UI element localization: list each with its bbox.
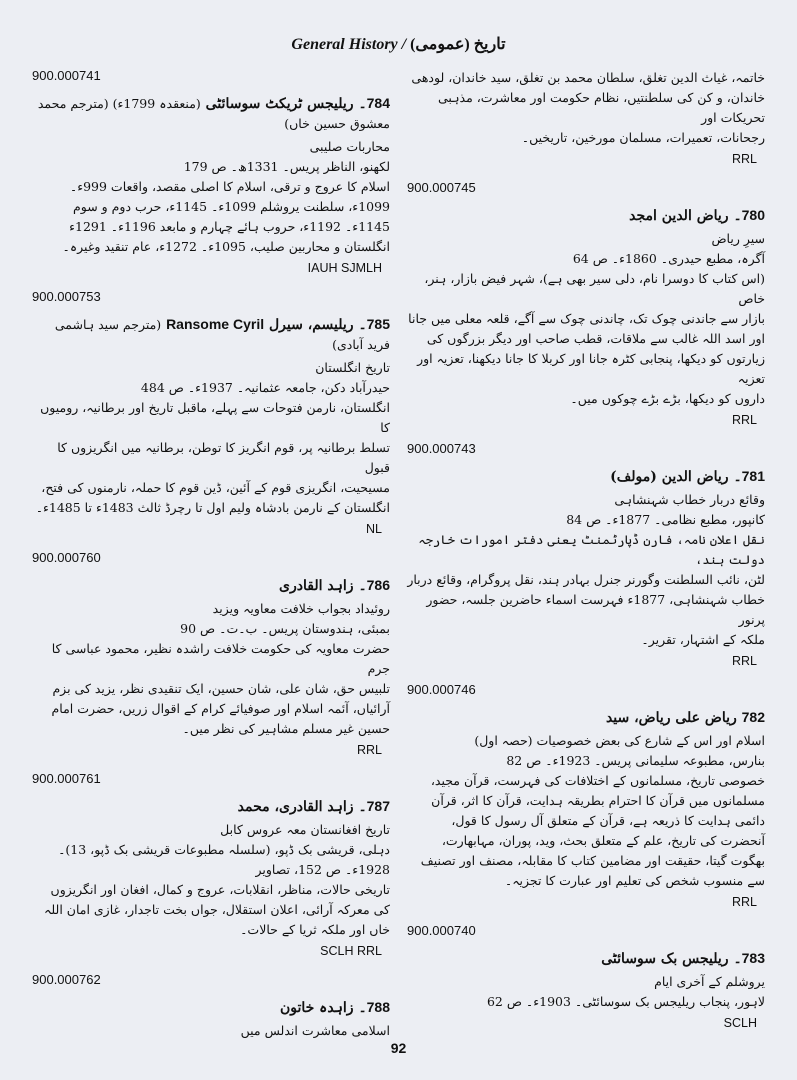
entry-contents: سے منسوب شخص کی تعلیم اور عبارت کا تجزیہ۔ xyxy=(504,873,765,888)
header-urdu: تاریخ (عمومی) xyxy=(410,36,506,53)
entry-contents: زیارتوں کو دیکھا، پنجابی کٹرہ جانا اور کربلا کا جانا دیکھنا، تعزیہ اور تعزیہ xyxy=(417,351,765,386)
entry-imprint: 1928ء۔ ص 152، تصاویر xyxy=(255,862,390,877)
catalog-number: 900.000760 xyxy=(32,550,101,565)
entry-title: اسلامی معاشرت اندلس میں xyxy=(240,1023,390,1038)
library-code: RRL xyxy=(731,895,757,909)
entry-author: ریلیجس بک سوسائٹی xyxy=(601,951,729,967)
catalog-entry xyxy=(405,923,765,1030)
entry-imprint: حیدرآباد دکن، جامعہ عثمانیہ۔ 1937ء۔ ص 484 xyxy=(140,380,390,395)
entry-heading xyxy=(30,997,390,1018)
library-code: RRL xyxy=(731,654,757,668)
entry-imprint: لکھنو، الناظر پریس۔ 1331ھ۔ ص 179 xyxy=(183,159,390,174)
entry-title: اسلام اور اس کے شارع کی بعض خصوصیات (حصہ اول) xyxy=(474,733,765,748)
entry-author: ریاض الدین امجد xyxy=(629,208,729,224)
entry-author: ریاض علی ریاض، سید xyxy=(605,710,737,726)
entry-contents: تاریخی حالات، مناظر، انقلابات، عروج و کمال، افغان اور انگریزوں xyxy=(50,882,390,897)
entry-contents: مسیحیت، انگریزی قوم کے آئین، ڈین قوم کا حملہ، نارمنوں کی فتح، xyxy=(41,480,390,495)
entry-heading xyxy=(405,205,765,226)
catalog-entry xyxy=(405,682,765,909)
entry-contents: 1099ء، سلطنت یروشلم 1099ء۔ 1145ء، حرب دوم و سوم xyxy=(73,199,390,214)
entry-contents: اسلام کا عروج و ترقی، اسلام کا اصلی مقصد، واقعات 999ء۔ xyxy=(69,179,390,194)
entry-author-english: Ransome Cyril xyxy=(166,316,265,332)
entry-title: تاریخ افغانستان معہ عروس کابل xyxy=(220,822,390,837)
entry-heading xyxy=(30,575,390,596)
entry-contents: نقل اعلان نامہ، فارن ڈپارٹمنٹ یعنی دفتر امورات خارجہ دولت ہند، xyxy=(418,532,765,567)
catalog-number: 900.000761 xyxy=(32,771,101,786)
catalog-number: 900.000740 xyxy=(407,923,476,938)
entry-number: 788۔ xyxy=(358,999,390,1015)
entry-contents: (اس کتاب کا دوسرا نام، دلی سیر بھی ہے)، شہر فیض بازار، ہنر، خاص xyxy=(424,271,765,306)
entry-heading xyxy=(405,948,765,969)
entry-number: 786۔ xyxy=(358,577,390,593)
entry-title: یروشلم کے آخری ایام xyxy=(654,974,765,989)
library-code: SCLH RRL xyxy=(320,944,382,958)
library-code: RRL xyxy=(731,413,757,427)
entry-number: 787۔ xyxy=(358,798,390,814)
entry-author: زاہدہ خاتون xyxy=(279,1000,354,1016)
entry-contents: داروں کو دیکھا، بڑے بڑے چوکوں میں۔ xyxy=(570,391,765,406)
entry-number: 780۔ xyxy=(733,207,765,223)
entry-contents: تسلط برطانیہ پر، قوم انگریز کا توطن، برطانیہ میں انگریزوں کا قبول xyxy=(57,440,390,475)
entry-title: روئیداد بجواب خلافت معاویہ ویزید xyxy=(212,601,390,616)
library-code: IAUH SJMLH xyxy=(307,261,382,275)
entry-contents: خصوصی تاریخ، مسلمانوں کے اختلافات کی فہرست، قرآن مجید، xyxy=(430,773,765,788)
entry-imprint: آگرہ، مطبع حیدری۔ 1860ء۔ ص 64 xyxy=(572,251,765,266)
catalog-number: 900.000741 xyxy=(32,68,101,83)
entry-imprint: لاہور، پنجاب ریلیجس بک سوسائٹی۔ 1903ء۔ ص 62 xyxy=(486,994,765,1009)
entry-title: تاریخ انگلستان xyxy=(315,360,390,375)
catalog-number: 900.000743 xyxy=(407,441,476,456)
catalog-entry xyxy=(30,289,390,536)
header-english: General History / xyxy=(291,36,407,53)
entry-contents: خاں اور ملکہ ثریا کے حالات۔ xyxy=(240,922,390,937)
entry-author: ریاض الدین (مولف) xyxy=(610,469,729,485)
catalog-number: 900.000762 xyxy=(32,972,101,987)
catalog-entry xyxy=(30,68,390,275)
entry-contents: خاندان، و کن کی سلطنتیں، نظام حکومت اور معاشرت، مذہبی تحریکات اور xyxy=(438,90,765,125)
entry-imprint: دہلی، قریشی بک ڈپو، (سلسلہ مطبوعات قریشی بک ڈپو، 13)۔ xyxy=(58,842,390,857)
entry-number: 781۔ xyxy=(733,468,765,484)
page-number: 92 xyxy=(390,1040,407,1056)
right-column xyxy=(405,68,765,1044)
entry-author-note: (مترجم سید ہاشمی فرید آبادی) xyxy=(54,317,390,352)
entry-author-note: (منعقدہ 1799ء) (مترجم محمد معشوق حسین خاں) xyxy=(37,96,390,131)
entry-author: زاہد القادری xyxy=(279,578,354,594)
entry-contents: بازار سے جاندنی چوک تک، چاندنی چوک سے آگے، قلعہ معلی میں جانا xyxy=(408,311,765,326)
entry-heading xyxy=(405,707,765,728)
entry-contents: حضرت معاویہ کی حکومت خلافت راشدہ نظیر، محمود عباسی کا جرم xyxy=(51,641,390,676)
entry-imprint: بنارس، مطبوعہ سلیمانی پریس۔ 1923ء۔ ص 82 xyxy=(506,753,765,768)
entry-heading xyxy=(405,466,765,487)
entry-number: 784۔ xyxy=(358,95,390,111)
catalog-number: 900.000746 xyxy=(407,682,476,697)
continuation-entry xyxy=(405,68,765,166)
entry-imprint: کانپور، مطبع نظامی۔ 1877ء۔ ص 84 xyxy=(566,512,765,527)
entry-contents: انگلستان کے نارمن بادشاہ ولیم اول تا رچرڈ ثالث 1483ء تا 1485ء۔ xyxy=(35,500,390,515)
entry-contents: خطاب شہنشاہی، 1877ء فہرست اسماء حاضرین جلسہ، حضور پرنور xyxy=(426,592,765,627)
library-code: RRL xyxy=(731,152,757,166)
catalog-number: 900.000745 xyxy=(407,180,476,195)
entry-contents: رجحانات، تعمیرات، مسلمان مورخین، تاریخیں۔ xyxy=(521,130,765,145)
entry-title: محاربات صلیبی xyxy=(309,139,390,154)
left-column xyxy=(30,68,390,1055)
entry-contents: خاتمہ، غیاث الدین تغلق، سلطان محمد بن تغلق، سید خاندان، لودھی xyxy=(411,70,765,85)
entry-number: 783۔ xyxy=(733,950,765,966)
entry-heading xyxy=(30,314,390,355)
entry-author: زاہد القادری، محمد xyxy=(237,799,354,815)
entry-author: ریلیسم، سیرل xyxy=(268,317,354,333)
entry-contents: حسین غیر مسلم مشاہیر کی نظر میں۔ xyxy=(182,721,390,736)
entry-contents: کی معرکہ آرائی، اعلان استقلال، جواں بخت تاجدار، غازی امان اللہ xyxy=(44,902,390,917)
catalog-number: 900.000753 xyxy=(32,289,101,304)
library-code: SCLH xyxy=(723,1016,757,1030)
catalog-entry xyxy=(30,550,390,757)
library-code: NL xyxy=(366,522,382,536)
library-code: RRL xyxy=(356,743,382,757)
entry-contents: انگلستان و محاربین صلیب، 1095ء۔ 1272ء، عام تنقید وغیرہ۔ xyxy=(62,239,390,254)
catalog-entry xyxy=(405,180,765,427)
entry-contents: اور اسد اللہ غالب سے ملاقات، قطب صاحب اور دیگر بزرگوں کی xyxy=(426,331,765,346)
entry-number: 785۔ xyxy=(358,316,390,332)
entry-heading xyxy=(30,796,390,817)
entry-contents: تلبیس حق، شان علی، شان حسین، ایک تنقیدی نظر، یزید کی بزم xyxy=(52,681,390,696)
entry-author: ریلیجس ٹریکٹ سوسائٹی xyxy=(205,96,354,112)
catalog-entry xyxy=(30,972,390,1041)
entry-contents: بھگوت گیتا، حقیقت اور مضامین کتاب کا مقابلہ، مصنف اور تصنیف xyxy=(420,853,765,868)
entry-contents: مسلمانوں میں قرآن کا احترام بطریقہ ہدایت، قرآن کا اثر، قرآن xyxy=(431,793,765,808)
entry-imprint: بمبئی، ہندوستان پریس۔ ب۔ت۔ ص 90 xyxy=(180,621,390,636)
catalog-entry xyxy=(30,771,390,958)
entry-contents: آنحضرت کی تاریخ، علم کے متعلق بحث، وید، پوران، مہابھارت، xyxy=(441,833,765,848)
page-header xyxy=(0,34,797,54)
entry-contents: 1145ء۔ 1192ء، حروب ہائے چہارم و مابعد 1196ء۔ 1291ء xyxy=(69,219,390,234)
entry-heading xyxy=(30,93,390,134)
entry-contents: انگلستان، نارمن فتوحات سے پہلے، ماقبل تاریخ اور برطانیہ، رومیوں کا xyxy=(40,400,390,435)
entry-contents: ملکہ کے اشتہار، تقریر۔ xyxy=(641,632,765,647)
entry-title: وقائع دربار خطاب شہنشاہی xyxy=(614,492,765,507)
entry-contents: آرائیاں، آئمہ اسلام اور صوفیائے کرام کے اقوال زریں، حضرت امام xyxy=(51,701,390,716)
entry-number: 782 xyxy=(741,709,765,725)
entry-contents: لٹن، نائب السلطنت وگورنر جنرل بہادر ہند، نقل پروگرام، وقائع دربار xyxy=(407,572,765,587)
entry-contents: دائمی ہدایت کا ذریعہ ہے، قرآن کے متعلق آل رسول کا قول، xyxy=(451,813,765,828)
catalog-entry xyxy=(405,441,765,668)
entry-title: سیرِ ریاض xyxy=(711,231,765,246)
